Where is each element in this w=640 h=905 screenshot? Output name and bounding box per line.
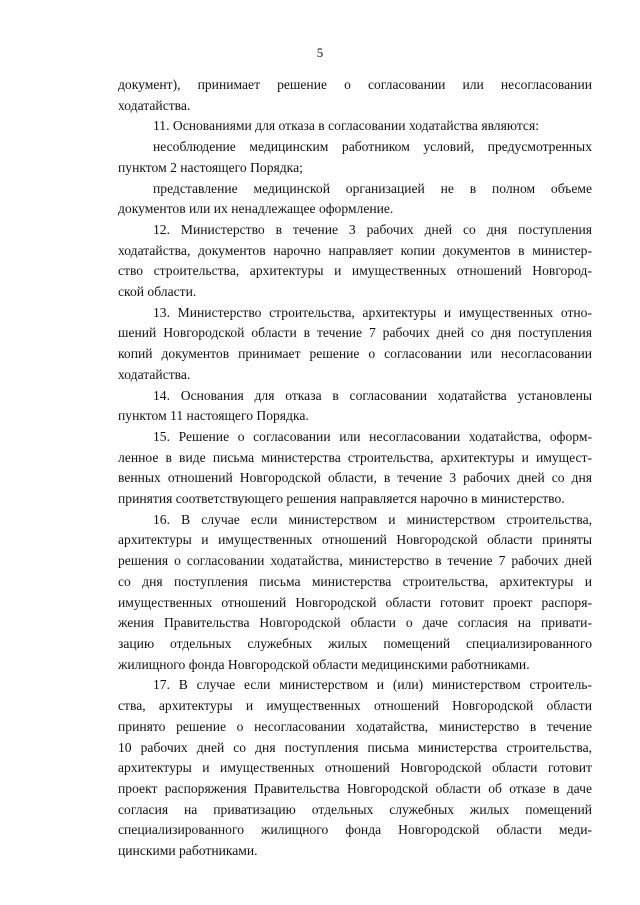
text-line: ходатайства, документов нарочно направляет копии документов в министер- [118, 242, 592, 258]
text-line: пунктом 2 настоящего Порядка; [118, 159, 303, 175]
text-line: венных отношений Новгородской области, в течение 3 рабочих дней со дня [118, 470, 592, 486]
text-line: цинскими работниками. [118, 843, 258, 859]
text-line: ленное в виде письма министерства строительства, архитектуры и имущест- [118, 449, 592, 465]
text-line: принято решение о несогласовании ходатайства, министерство в течение [118, 718, 592, 734]
text-line: со дня поступления письма министерства строительства, архитектуры и [118, 573, 592, 589]
text-line: архитектуры и имущественных отношений Новгородской области готовит [118, 760, 592, 776]
text-line: 15. Решение о согласовании или несогласовании ходатайства, оформ- [153, 428, 592, 444]
text-line: принятия соответствующего решения направляется нарочно в министерство. [118, 491, 565, 507]
paragraph [118, 510, 592, 676]
text-line: жения Правительства Новгородской области о даче согласия на привати- [118, 615, 592, 631]
text-line: архитектуры и имущественных отношений Новгородской области приняты [118, 532, 592, 548]
text-line: специализированного жилищного фонда Новгородской области меди- [118, 822, 592, 838]
text-line: 11. Основаниями для отказа в согласовании ходатайства являются: [153, 118, 539, 134]
text-line: ской области. [118, 284, 197, 300]
text-line: имущественных отношений Новгородской области готовит проект распоря- [118, 594, 592, 610]
text-line: 17. В случае если министерством и (или) министерством строитель- [153, 677, 592, 693]
text-line: 13. Министерство строительства, архитектуры и имущественных отно- [153, 304, 592, 320]
text-line: согласия на приватизацию отдельных служебных жилых помещений [118, 801, 592, 817]
text-line: копий документов принимает решение о согласовании или несогласовании [118, 346, 592, 362]
text-line: жилищного фонда Новгородской области медицинскими работниками. [118, 656, 530, 672]
text-line: представление медицинской организацией не в полном объеме [153, 180, 592, 196]
paragraph [118, 675, 592, 861]
paragraph [118, 427, 592, 510]
text-line: документ), принимает решение о согласовании или несогласовании [118, 77, 592, 92]
paragraph [118, 179, 592, 220]
text-line: документов или их ненадлежащее оформление. [118, 201, 394, 217]
text-line: зацию отдельных служебных жилых помещений специализированного [118, 635, 592, 651]
text-line: шений Новгородской области в течение 7 рабочих дней со дня поступления [118, 325, 592, 341]
paragraph [118, 303, 592, 386]
page-number: 5 [316, 45, 324, 60]
paragraph [118, 116, 592, 137]
text-line: несоблюдение медицинским работником условий, предусмотренных [153, 139, 592, 155]
text-line: 16. В случае если министерством и министерством строительства, [153, 511, 592, 527]
text-line: ство строительства, архитектуры и имущественных отношений Новгород- [118, 263, 592, 279]
paragraph [118, 137, 592, 178]
text-line: 10 рабочих дней со дня поступления письма министерства строительства, [118, 739, 592, 755]
text-line: ходатайства. [118, 366, 191, 382]
text-line: 14. Основания для отказа в согласовании ходатайства установлены [153, 387, 592, 403]
text-line: пунктом 11 настоящего Порядка. [118, 408, 309, 424]
paragraph [118, 75, 592, 116]
text-line: 12. Министерство в течение 3 рабочих дней со дня поступления [153, 221, 592, 237]
document-body [118, 75, 592, 862]
text-line: ства, архитектуры и имущественных отношений Новгородской области [118, 698, 592, 714]
paragraph [118, 386, 592, 427]
text-line: проект распоряжения Правительства Новгородской области об отказе в даче [118, 780, 592, 796]
paragraph [118, 220, 592, 303]
text-line: ходатайства. [118, 97, 191, 113]
text-line: решения о согласовании ходатайства, министерство в течение 7 рабочих дней [118, 553, 592, 569]
